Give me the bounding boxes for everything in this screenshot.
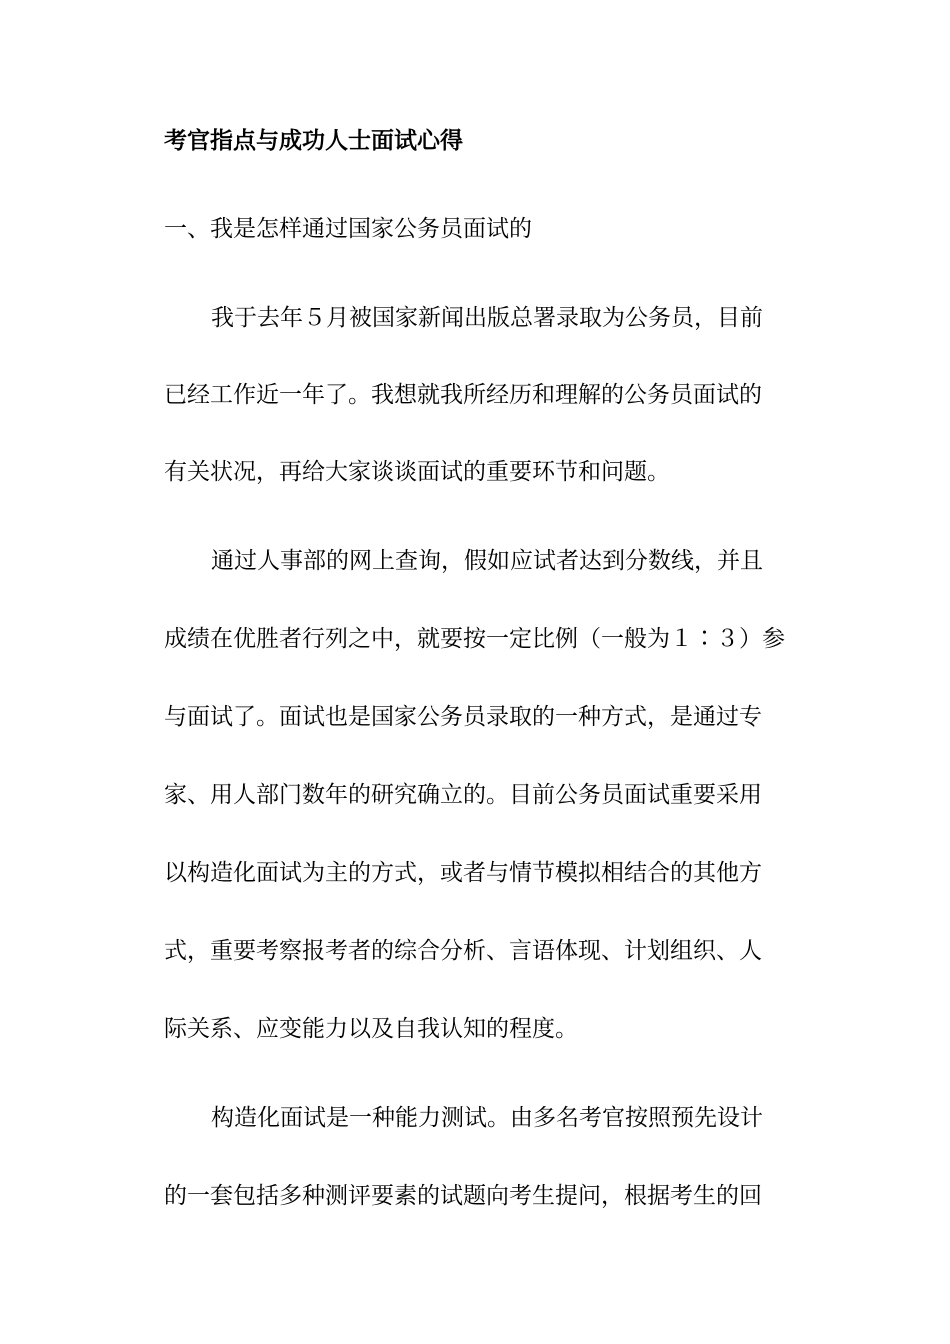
paragraph-2-line-3: 与面试了。面试也是国家公务员录取的一种方式，是通过专 bbox=[164, 704, 762, 730]
paragraph-3-line-2: 的一套包括多种测评要素的试题向考生提问，根据考生的回 bbox=[164, 1183, 762, 1209]
paragraph-2-line-1: 通过人事部的网上查询，假如应试者达到分数线，并且 bbox=[211, 548, 763, 574]
paragraph-3-line-1: 构造化面试是一种能力测试。由多名考官按照预先设计 bbox=[211, 1105, 763, 1131]
paragraph-2-line-7: 际关系、应变能力以及自我认知的程度。 bbox=[164, 1016, 578, 1042]
paragraph-1-line-3: 有关状况，再给大家谈谈面试的重要环节和问题。 bbox=[164, 459, 670, 485]
paragraph-2-line-6: 式，重要考察报考者的综合分析、言语体现、计划组织、人 bbox=[164, 938, 762, 964]
document-title: 考官指点与成功人士面试心得 bbox=[164, 127, 463, 154]
paragraph-1-line-2: 已经工作近一年了。我想就我所经历和理解的公务员面试的 bbox=[164, 382, 762, 408]
paragraph-1-line-1: 我于去年５月被国家新闻出版总署录取为公务员，目前 bbox=[211, 305, 763, 331]
section-heading: 一、我是怎样通过国家公务员面试的 bbox=[164, 216, 532, 242]
paragraph-2-line-5: 以构造化面试为主的方式，或者与情节模拟相结合的其他方 bbox=[164, 860, 762, 886]
paragraph-2-line-4: 家、用人部门数年的研究确立的。目前公务员面试重要采用 bbox=[164, 782, 762, 808]
paragraph-2-line-2: 成绩在优胜者行列之中，就要按一定比例（一般为１∶３）参 bbox=[164, 626, 785, 652]
